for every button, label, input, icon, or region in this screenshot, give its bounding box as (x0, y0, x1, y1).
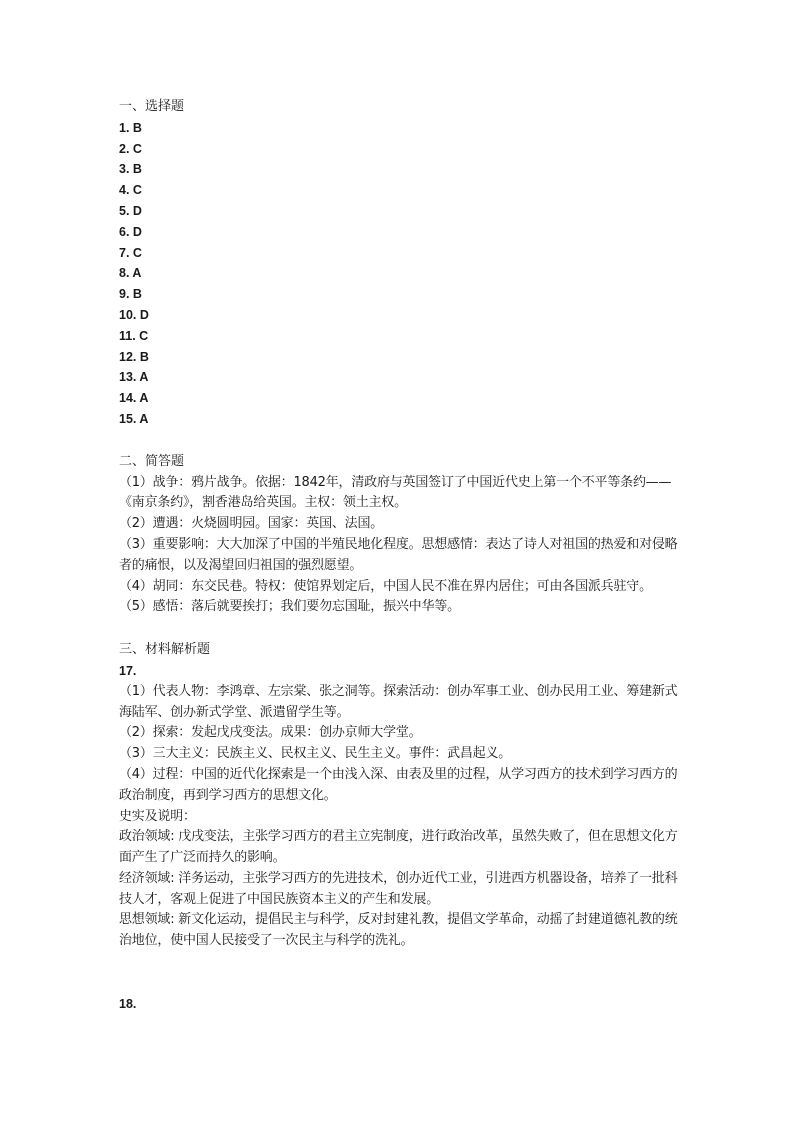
short-answer-item: （4）胡同：东交民巷。特权：使馆界划定后，中国人民不准在界内居住；可由各国派兵驻守。 (119, 578, 652, 594)
section-title-material-analysis: 三、材料解析题 (119, 642, 211, 658)
spacer (119, 430, 679, 452)
multiple-choice-answers (119, 118, 679, 430)
answer-item: 13. A (119, 370, 149, 385)
question-17-answers (119, 682, 679, 952)
short-answer-list (119, 473, 679, 619)
answer-item: 12. B (119, 349, 149, 364)
short-answer-item: （2）遭遇：火烧圆明园。国家：英国、法国。 (119, 516, 384, 532)
answer-item: 5. D (119, 203, 142, 218)
answer-item: 14. A (119, 391, 149, 406)
spacer (119, 952, 679, 973)
question-number-17: 17. (119, 663, 137, 678)
question-number-18: 18. (119, 996, 137, 1011)
section-title-short-answer: 二、简答题 (119, 453, 185, 469)
analysis-subheading: 史实及说明： (119, 808, 196, 824)
answer-key-content (119, 97, 679, 1014)
analysis-item-thought: 思想领域: 新文化运动，提倡民主与科学，反对封建礼教，提倡文学革命，动摇了封建道德礼教的统治地位，使中国人民接受了一次民主与科学的洗礼。 (119, 912, 678, 949)
spacer (119, 618, 679, 640)
answer-item: 2. C (119, 141, 142, 156)
section-title-multiple-choice: 一、选择题 (119, 99, 185, 114)
analysis-item: （1）代表人物：李鸿章、左宗棠、张之洞等。探索活动：创办军事工业、创办民用工业、筹建新式海陆军、创办新式学堂、派遣留学生等。 (119, 683, 678, 720)
analysis-item-politics: 政治领域: 戊戌变法，主张学习西方的君主立宪制度，进行政治改革，虽然失败了，但在思想文化方面产生了广泛而持久的影响。 (119, 829, 678, 866)
answer-item: 10. D (119, 307, 149, 322)
answer-item: 9. B (119, 287, 142, 302)
analysis-item-economy: 经济领域: 洋务运动，主张学习西方的先进技术，创办近代工业，引进西方机器设备，培养了一批科技人才，客观上促进了中国民族资本主义的产生和发展。 (119, 870, 678, 907)
answer-item: 3. B (119, 162, 142, 177)
answer-item: 11. C (119, 328, 149, 343)
analysis-item: （2）探索：发起戊戌变法。成果：创办京师大学堂。 (119, 725, 422, 741)
short-answer-item: （1）战争：鸦片战争。依据：1842年，清政府与英国签订了中国近代史上第一个不平等条约——《南京条约》，割香港岛给英国。主权：领土主权。 (119, 474, 672, 511)
short-answer-item: （3）重要影响：大大加深了中国的半殖民地化程度。思想感情：表达了诗人对祖国的热爱和对侵略者的痛恨，以及渴望回归祖国的强烈愿望。 (119, 536, 678, 573)
analysis-item: （4）过程：中国的近代化探索是一个由浅入深、由表及里的过程，从学习西方的技术到学习西方的政治制度，再到学习西方的思想文化。 (119, 766, 678, 803)
answer-item: 7. C (119, 245, 142, 260)
answer-item: 1. B (119, 120, 142, 135)
answer-item: 6. D (119, 224, 142, 239)
answer-item: 15. A (119, 411, 149, 426)
analysis-item: （3）三大主义：民族主义、民权主义、民生主义。事件：武昌起义。 (119, 746, 512, 762)
answer-item: 8. A (119, 266, 142, 281)
spacer (119, 973, 679, 994)
short-answer-item: （5）感悟：落后就要挨打；我们要勿忘国耻，振兴中华等。 (119, 599, 460, 615)
answer-item: 4. C (119, 183, 142, 198)
